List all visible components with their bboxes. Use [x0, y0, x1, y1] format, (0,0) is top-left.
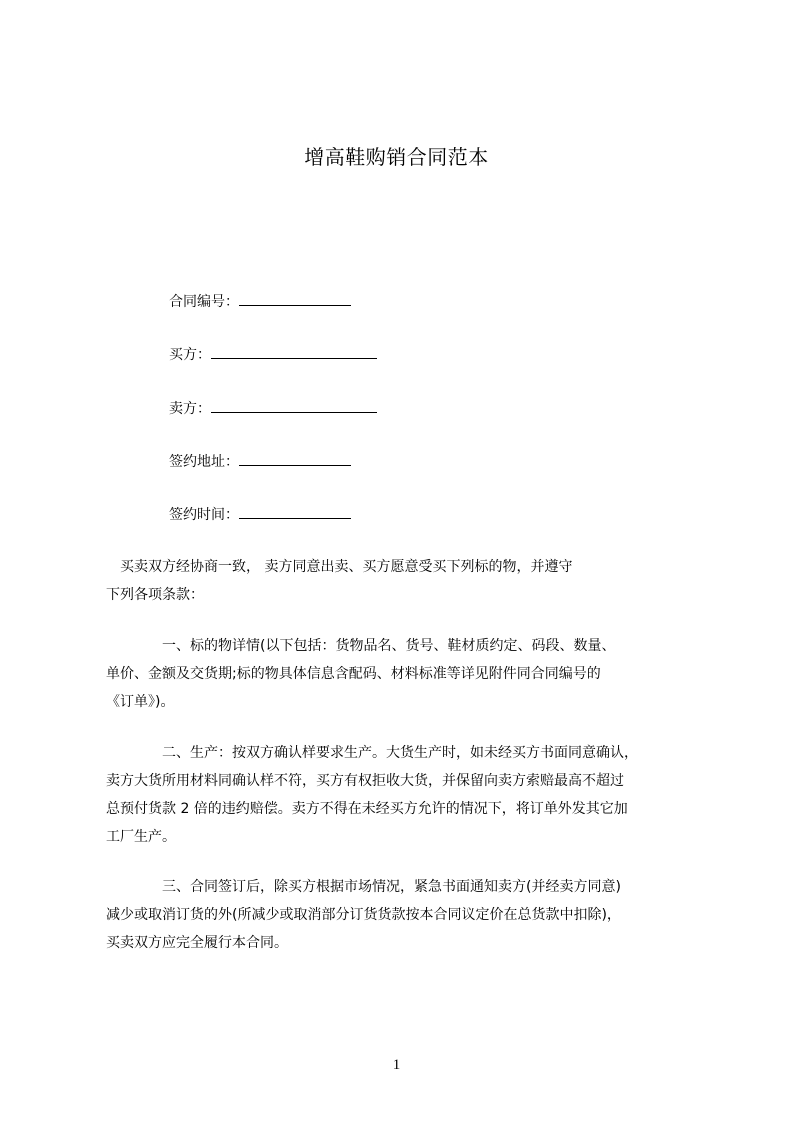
- clause-3-paragraph: [106, 873, 700, 957]
- document-title: 增高鞋购销合同范本: [304, 145, 489, 169]
- intro-line: 下列各项条款：: [106, 587, 204, 603]
- clause-1-paragraph: [106, 632, 700, 716]
- clause-2-line: 总预付货款 2 倍的违约赔偿。卖方不得在未经买方允许的情况下，将订单外发其它加: [106, 801, 628, 817]
- seller-field: [169, 399, 377, 419]
- clause-3-line: 减少或取消订货的外(所减少或取消部分订货货款按本合同议定价在总货款中扣除)，: [106, 907, 621, 923]
- clause-1-line: 《订单》)。: [106, 694, 175, 710]
- buyer-label: 买方：: [169, 347, 211, 363]
- clause-3-line: 三、合同签订后，除买方根据市场情况，紧急书面通知卖方(并经卖方同意): [106, 879, 621, 895]
- clause-2-line: 卖方大货所用材料同确认样不符，买方有权拒收大货，并保留向卖方索赔最高不超过: [106, 773, 624, 789]
- clause-2-line: 工厂生产。: [106, 829, 176, 845]
- seller-blank: [211, 399, 377, 413]
- clause-2-line: 二、生产：按双方确认样要求生产。大货生产时，如未经买方书面同意确认，: [106, 745, 638, 761]
- buyer-field: [169, 345, 377, 365]
- page-number: 1: [392, 1057, 401, 1073]
- clause-1-line: 单价、金额及交货期;标的物具体信息含配码、材料标准等详见附件同合同编号的: [106, 666, 601, 682]
- signing-address-field: [169, 452, 351, 472]
- signing-address-blank: [239, 452, 351, 466]
- clause-2-paragraph: [106, 739, 700, 851]
- clause-1-line: 一、标的物详情(以下包括：货物品名、货号、鞋材质约定、码段、数量、: [106, 638, 616, 654]
- intro-paragraph: [106, 553, 700, 609]
- clause-3-line: 买卖双方应完全履行本合同。: [106, 935, 288, 951]
- seller-label: 卖方：: [169, 401, 211, 417]
- contract-number-field: [169, 292, 351, 312]
- signing-address-label: 签约地址：: [169, 454, 239, 470]
- intro-line: 买卖双方经协商一致， 卖方同意出卖、买方愿意受买下列标的物，并遵守: [106, 559, 573, 575]
- contract-number-label: 合同编号：: [169, 294, 239, 310]
- contract-number-blank: [239, 292, 351, 306]
- signing-time-label: 签约时间：: [169, 507, 239, 523]
- signing-time-blank: [239, 505, 351, 519]
- signing-time-field: [169, 505, 351, 525]
- buyer-blank: [211, 345, 377, 359]
